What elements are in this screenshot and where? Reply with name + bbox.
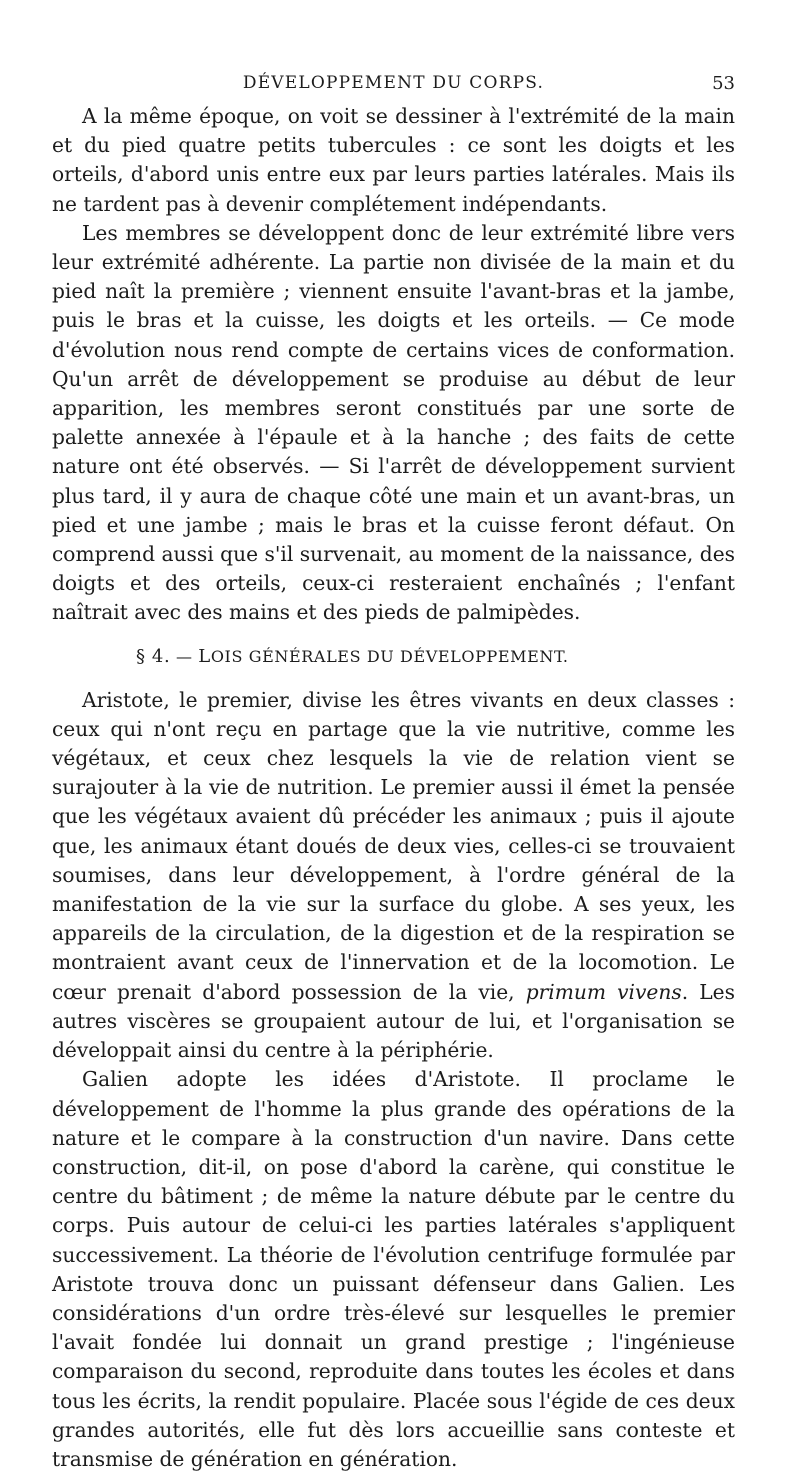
page-number: 53: [712, 73, 735, 94]
aristote-text-1: Aristote, le premier, divise les êtres vivants en deux classes : ceux qui n'ont reçu en partage que la vie nutritive, comme les végétaux, et ceux chez lesquels la vie de relation vient se surajouter à la vie de nutrition. Le premier aussi il émet la pensée que les végétaux avaient dû précéder les animaux ; puis il ajoute que, les animaux étant doués de deux vies, celles-ci se trouvaient soumises, dans leur développement, à l'ordre général de la manifestation de la vie sur la surface du globe. A ses yeux, les appareils de la circulation, de la digestion et de la respiration se montraient avant ceux de l'innervation et de la locomotion. Le cœur prenait d'abord possession de la vie,: [52, 687, 735, 1004]
paragraph-galien: Galien adopte les idées d'Aristote. Il proclame le développement de l'homme la plus grande des opérations de la nature et le compare à la construction d'un navire. Dans cette construction, dit-il, on pose d'abord la carène, qui constitue le centre du bâtiment ; de même la nature débute par le centre du corps. Puis autour de celui-ci les parties latérales s'appliquent successivement. La théorie de l'évolution centrifuge formulée par Aristote trouva donc un puissant défenseur dans Galien. Les considérations d'un ordre très-élevé sur lesquelles le premier l'avait fondée lui donnait un grand prestige ; l'ingénieuse comparaison du second, reproduite dans toutes les écoles et dans tous les écrits, la rendit populaire. Placée sous l'égide de ces deux grandes autorités, elle fut dès lors accueillie sans conteste et transmise de génération en génération.: [52, 1067, 735, 1471]
section-number: § 4.: [136, 645, 171, 667]
latin-phrase: primum vivens: [525, 979, 682, 1004]
aristote-text-2: . Les autres viscères se groupaient autour de lui, et l'organisation se développait ainsi du centre à la périphérie.: [52, 979, 735, 1063]
running-title: DÉVELOPPEMENT DU CORPS.: [242, 73, 545, 93]
section-dash: —: [175, 646, 193, 666]
page-body: [52, 102, 735, 1474]
section-title: OIS GÉNÉRALES DU DÉVELOPPEMENT.: [210, 646, 569, 666]
paragraph-membres: Les membres se développent donc de leur extrémité libre vers leur extrémité adhérente. La partie non divisée de la main et du pied naît la première ; viennent ensuite l'avant-bras et la jambe, puis le bras et la cuisse, les doigts et les orteils. — Ce mode d'évolution nous rend compte de certains vices de conformation. Qu'un arrêt de développement se produise au début de leur apparition, les membres seront constitués par une sorte de palette annexée à l'épaule et à la hanche ; des faits de cette nature ont été observés. — Si l'arrêt de développement survient plus tard, il y aura de chaque côté une main et un avant-bras, un pied et une jambe ; mais le bras et la cuisse feront défaut. On comprend aussi que s'il survenait, au moment de la naissance, des doigts et des orteils, ceux-ci resteraient enchaînés ; l'enfant naîtrait avec des mains et des pieds de palmipèdes.: [52, 220, 735, 625]
paragraph-aristote: [52, 686, 735, 1066]
running-header: [52, 73, 735, 97]
paragraph-tubercules: A la même époque, on voit se dessiner à l'extrémité de la main et du pied quatre petits tubercules : ce sont les doigts et les orteils, d'abord unis entre eux par leurs parties latérales. Mais ils ne tardent pas à devenir complétement indépendants.: [52, 104, 735, 216]
section-heading: [52, 645, 735, 669]
section-title-initial: L: [198, 645, 211, 667]
